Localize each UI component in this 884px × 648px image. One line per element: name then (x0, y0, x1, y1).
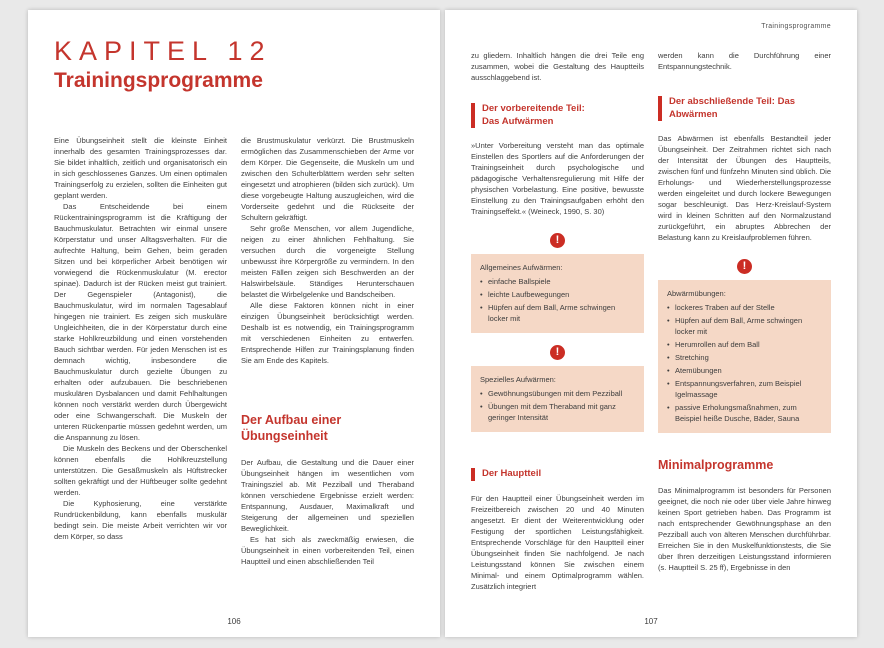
body-paragraph: zu gliedern. Inhaltlich hängen die drei Teile eng zusammen, wobei die Gestaltung des Hauptteils ausschlaggebend ist. (471, 51, 644, 82)
chapter-title: Trainingsprogramme (54, 69, 263, 92)
allgemeines-aufwaermen-box (471, 254, 644, 333)
list-item: • leichte Laufbewegungen (480, 289, 635, 300)
body-paragraph: Alle diese Faktoren können nicht in einer einzigen Übungseinheit berücksichtigt werden. Deshalb ist es notwendig, ein Trainingsprogramm mit verschiedenen Einheiten zu entwerfen. Entsprechende Hilfen zur Trainingsplanung finden Sie am Ende des Kapitels. (241, 301, 414, 365)
body-paragraph: Die Muskeln des Beckens und der Oberschenkel können ebenfalls die Hohlkreuzstellung unterstützen. Die Gesäßmuskeln als Hüftstrecker sollten gekräftigt und der Hüftbeuger sollte gedehnt werden. (54, 444, 227, 497)
body-paragraph: Das Abwärmen ist ebenfalls Bestandteil jeder Übungseinheit. Der Zeitrahmen richtet sich nach der Intensität der Übungen des Hauptteils, zwischen fünf und fünfzehn Minuten sind üblich. Die Erholungs- und Wiederherstellungsprozesse werden eingeleitet und durch lockere Bewegungen sogar beschleunigt. Das Herz-Kreislauf-System wird in kleinen Schritten auf den Normalzustand zurückgeführt, ein abruptes Abbrechen der Belastung kann zu Kreislaufproblemen führen. (658, 134, 831, 242)
right-page-columns (471, 50, 831, 592)
body-paragraph: Sehr große Menschen, vor allem Jugendliche, neigen zu einer ähnlichen Fehlhaltung. Sie versuchen durch die vorgeneigte Stellung unbewusst ihre Körpergröße zu vermindern. In den meisten Fällen zeigen sich Beschwerden an der Halswirbelsäule. Ständiges Herunterschauen belastet die Wirbelgelenke und Bandscheiben. (241, 224, 414, 299)
left-column-1 (54, 135, 227, 567)
important-icon: ! (550, 345, 565, 360)
body-paragraph: Es hat sich als zweckmäßig erwiesen, die Übungseinheit in einen vorbereitenden Teil, einen Hauptteil und einen abschließenden Teil (241, 535, 414, 566)
heading-vorbereitender-teil (471, 103, 644, 128)
list-item: • einfache Ballspiele (480, 276, 635, 287)
heading-minimalprogramme: Minimalprogramme (658, 458, 774, 472)
list-item: • Atemübungen (667, 365, 822, 376)
right-column-1 (471, 50, 644, 592)
box-title: Abwärmübungen: (667, 289, 726, 298)
heading-line: Abwärmen (669, 108, 718, 120)
box-list (480, 388, 635, 423)
right-column-2 (658, 50, 831, 592)
body-paragraph: Das Entscheidende bei einem Rückentrainingsprogramm ist die Kräftigung der Bauchmuskulatur. Betrachten wir einmal unsere Körperstatur und unser Alltagsverhalten. Für die aufrechte Haltung, beim Gehen, beim geraden Sitzen und bei körperlicher Arbeit benötigen wir vorwiegend die Rückenmuskulatur (M. erector spinae). Dadurch ist der Rücken meist gut trainiert. Der Gegenspieler (Antagonist), die Bauchmuskulatur, wird im normalen Tagesablauf hingegen nie trainiert. Es zeigen sich muskuläre Ungleichheiten, die in der Körperstatur durch eine starke Hohlkreuzbildung und einen vorstehenden Bauch sichtbar werden. Für jeden Menschen ist es demnach wichtig, insbesondere die Bauchmuskulatur durch gezielte Übungen zu erhalten oder aufzubauen. Die beschriebenen muskulären Dysbalancen und damit Fehlhaltungen können noch verstärkt werden durch Übergewicht oder eine Schwangerschaft. Die Muskeln der unteren Rückenpartie müssen gedehnt werden, um die Anspannung zu lösen. (54, 202, 227, 442)
page-number-right: 107 (644, 617, 658, 626)
list-item: • Stretching (667, 352, 822, 363)
list-item: • Hüpfen auf dem Ball, Arme schwingen locker mit (480, 302, 635, 324)
body-paragraph: Der Aufbau, die Gestaltung und die Dauer einer Übungseinheit hängen im wesentlichen vom Trainingsziel ab. Mit Pezziball und Theraband können verschiedene Ergebnisse erzielt werden: Entspannung, Ausdauer, Maximalkraft und Steigerung der allgemeinen und speziellen Beweglichkeit. (241, 458, 414, 533)
running-header: Trainingsprogramme (761, 23, 831, 30)
chapter-header (54, 36, 414, 93)
page-106 (28, 10, 440, 637)
heading-aufbau-uebungseinheit: Der Aufbau einer Übungseinheit (241, 413, 342, 443)
heading-line: Der vorbereitende Teil: (482, 103, 585, 114)
body-paragraph: die Brustmuskulatur verkürzt. Die Brustmuskeln ermöglichen das Zusammenschieben der Arme vor dem Körper. Die Gegenseite, die Muskeln um und zwischen den Schulterblättern werden sehr selten eingesetzt und atrophieren (bilden sich zurück). Um diese vorgebeugte Haltung auszugleichen, wird die Vorderseite gedehnt und die Rückseite der Schultern gekräftigt. (241, 136, 414, 222)
box-list (667, 302, 822, 424)
list-item: • Herumrollen auf dem Ball (667, 339, 822, 350)
left-column-2 (241, 135, 414, 567)
list-item: • Entspannungsverfahren, zum Beispiel Igelmassage (667, 378, 822, 400)
list-item: • Hüpfen auf dem Ball, Arme schwingen locker mit (667, 315, 822, 337)
important-icon: ! (737, 259, 752, 274)
left-page-columns (54, 135, 414, 567)
body-paragraph: Das Minimalprogramm ist besonders für Personen geeignet, die noch nie oder über viele Jahre hinweg keinen Sport getrieben haben. Das Programm ist nach entsprechender Gewöhnungsphase an den Pezziball auch von älteren Menschen durchführbar. Erreichen Sie in den Muskelfunktionstests, die Sie über Ihren derzeitigen Leistungsstand informieren (s. Hauptteil S. 25 ff), Ergebnisse in den (658, 486, 831, 572)
body-paragraph: werden kann die Durchführung einer Entspannungstechnik. (658, 51, 831, 71)
box-title: Allgemeines Aufwärmen: (480, 263, 563, 272)
heading-hauptteil (471, 468, 644, 481)
quote-paragraph: »Unter Vorbereitung versteht man das optimale Einstellen des Sportlers auf die Anforderungen der Trainingseinheit durch psychologische und pädagogische Verhaltensregulierung mit Hilfe der physischen Vorbelastung. Eine positive, bewusste Einstellung zu den Trainingsaufgaben erhöht den Trainingseffekt.« (Weineck, 1990, S. 30) (471, 141, 644, 216)
page-107 (445, 10, 857, 637)
box-title: Spezielles Aufwärmen: (480, 375, 556, 384)
list-item: • passive Erholungsmaßnahmen, zum Beispiel heiße Dusche, Bäder, Sauna (667, 402, 822, 424)
abwaermuebungen-box (658, 280, 831, 433)
spezielles-aufwaermen-box (471, 366, 644, 432)
heading-line: Der abschließende Teil: Das (669, 96, 796, 107)
chapter-label: KAPITEL 12 (54, 36, 272, 66)
heading-line: Der Hauptteil (482, 468, 542, 479)
box-list (480, 276, 635, 324)
heading-line: Das Aufwärmen (482, 115, 554, 127)
list-item: • lockeres Traben auf der Stelle (667, 302, 822, 313)
body-paragraph: Die Kyphosierung, eine verstärkte Rundrückenbildung, kann ebenfalls muskulär bedingt sein. Die meiste Arbeit verrichten wir vor dem Körper, so dass (54, 499, 227, 541)
important-icon: ! (550, 233, 565, 248)
list-item: • Übungen mit dem Theraband mit ganz geringer Intensität (480, 401, 635, 423)
page-number-left: 106 (227, 617, 241, 626)
list-item: • Gewöhnungsübungen mit dem Pezziball (480, 388, 635, 399)
body-paragraph: Eine Übungseinheit stellt die kleinste Einheit innerhalb des gesamten Trainingsprozesses dar. Sie bildet inhaltlich, zeitlich und organisatorisch ein in sich geschlossenes Ganzes. Um einen optimalen Trainingserfolg zu erzielen, sollten die Einheiten gut geplant werden. (54, 136, 227, 200)
heading-abschliessender-teil (658, 96, 831, 121)
body-paragraph: Für den Hauptteil einer Übungseinheit werden im Freizeitbereich zwischen 20 und 40 Minuten angesetzt. Er dient der Weiterentwicklung oder Festigung der sportlichen Leistungsfähigkeit. Entsprechende Vorschläge für den Hauptteil einer Übungseinheit finden Sie nachfolgend. Je nach Leistungsstand können Sie zwischen einem Minimal- und einem Optimalprogramm wählen. Zusätzlich integriert (471, 493, 644, 591)
